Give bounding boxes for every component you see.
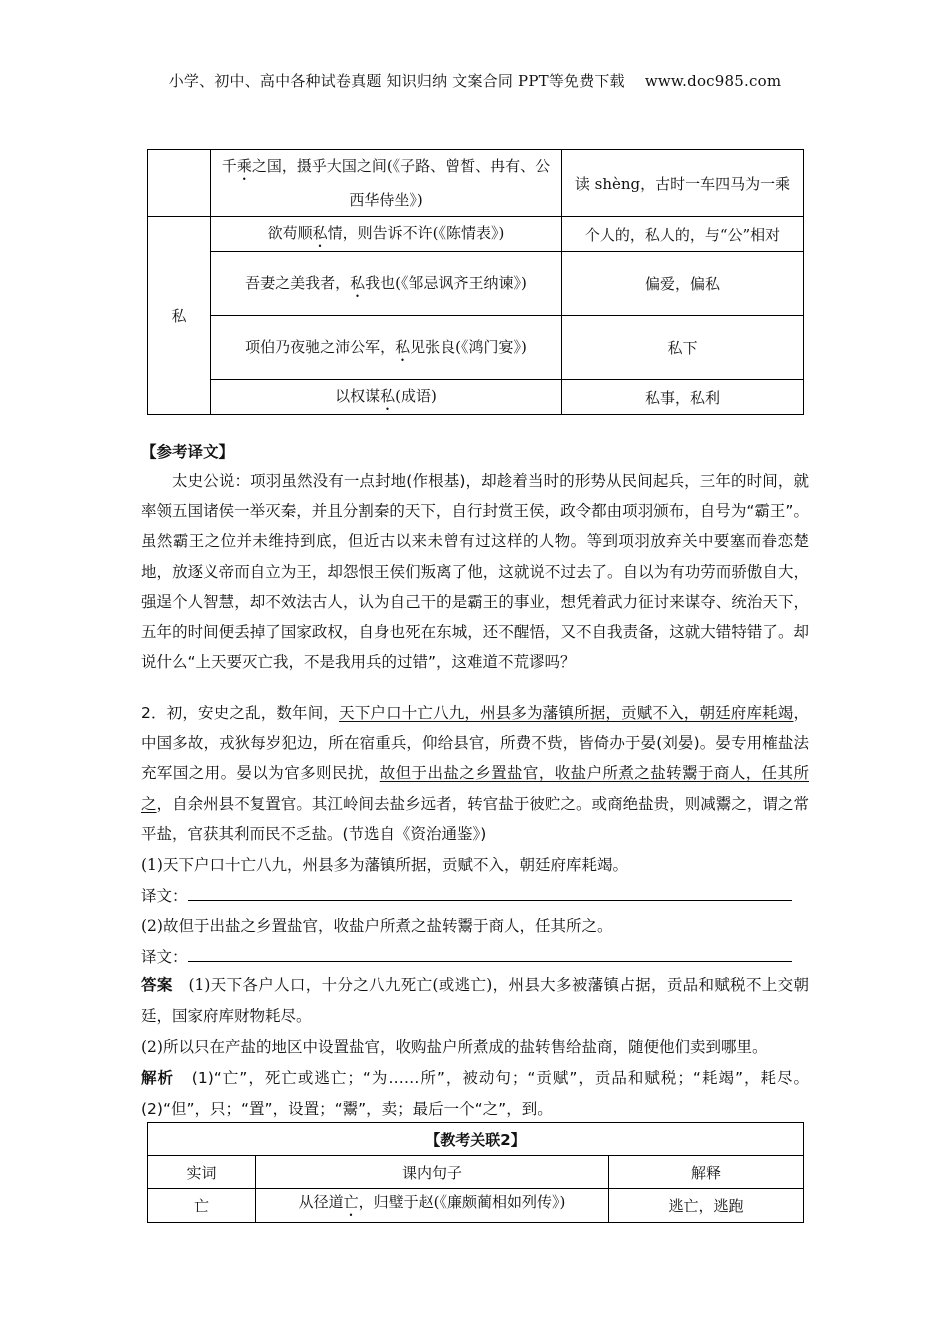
sentence-cell: 千乘之国，摄乎大国之间(《子路、曾皙、冉有、公西华侍坐》)	[211, 150, 562, 217]
passage-text: 2．初，安史之乱，数年间，天下户口十亡八九，州县多为藩镇所据，贡赋不入，朝廷府库耗竭，中国多故，戎狄每岁犯边，所在宿重兵，仰给县官，所费不赀，皆倚办于晏(刘晏)。晏专用榷盐法充军国之用。晏以为官多则民扰，故但于出盐之乡置盐官，收盐户所煮之盐转鬻于商人，任其所之，自余州县不复置官。其江岭间去盐乡远者，转官盐于彼贮之。或商绝盐贵，则减鬻之，谓之常平盐，官获其利而民不乏盐。(节选自《资治通鉴》)	[141, 704, 809, 843]
question-2: (2)故但于出盐之乡置盐官，收盐户所煮之盐转鬻于商人，任其所之。	[141, 917, 613, 935]
answer-label: 答案	[141, 976, 173, 994]
answer-line-1[interactable]: 译文：	[141, 881, 809, 912]
answer-section	[141, 970, 809, 1125]
underlined-sentence-2: 故但于出盐之乡置盐官，收盐户所煮之盐转鬻于商人，任其所之	[141, 764, 809, 813]
translation-heading: 【参考译文】	[141, 443, 235, 461]
word-meaning-table	[147, 149, 804, 415]
blank-line[interactable]	[188, 882, 792, 901]
column-header: 实词	[148, 1156, 256, 1189]
table-row	[148, 217, 804, 252]
meaning-cell: 逃亡，逃跑	[609, 1189, 804, 1223]
table-title: 【教考关联2】	[148, 1123, 804, 1156]
answer-1: 答案 (1)天下各户人口，十分之八九死亡(或逃亡)，州县大多被藩镇占据，贡品和赋税不上交朝廷，国家府库财物耗尽。	[141, 976, 809, 1025]
sentence-cell: 吾妻之美我者，私我也(《邹忌讽齐王纳谏》)	[211, 252, 562, 316]
teaching-link-table	[147, 1122, 804, 1223]
meaning-cell: 私下	[562, 316, 804, 380]
word-cell	[148, 150, 211, 217]
meaning-cell: 私事，私利	[562, 380, 804, 415]
page-header	[0, 70, 950, 91]
underlined-sentence-1: 天下户口十亡八九，州县多为藩镇所据，贡赋不入，朝廷府库耗竭	[339, 704, 794, 722]
meaning-cell: 个人的，私人的，与“公”相对	[562, 217, 804, 252]
sentence-cell: 项伯乃夜驰之沛公军，私见张良(《鸿门宴》)	[211, 316, 562, 380]
translation-paragraph: 太史公说：项羽虽然没有一点封地(作根基)，却趁着当时的形势从民间起兵，三年的时间，就率领五国诸侯一举灭秦，并且分割秦的天下，自行封赏王侯，政令都由项羽颁布，自号为“霸王”。虽然霸王之位并未维持到底，但近古以来未曾有过这样的人物。等到项羽放弃关中要塞而眷恋楚地，放逐义帝而自立为王，却怨恨王侯们叛离了他，这就说不过去了。自以为有功劳而骄傲自大，强逞个人智慧，却不效法古人，认为自己干的是霸王的事业，想凭着武力征讨来谋夺、统治天下，五年的时间便丢掉了国家政权，自身也死在东城，还不醒悟，又不自我责备，这就大错特错了。却说什么“上天要灭亡我，不是我用兵的过错”，这难道不荒谬吗？	[141, 472, 809, 672]
analysis-label: 解析	[141, 1069, 175, 1087]
table-row	[148, 380, 804, 415]
header-text: 小学、初中、高中各种试卷真题 知识归纳 文案合同 PPT等免费下载	[168, 72, 625, 90]
sentence-cell: 从径道亡，归璧于赵(《廉颇蔺相如列传》)	[256, 1189, 609, 1223]
meaning-cell: 偏爱，偏私	[562, 252, 804, 316]
table-row	[148, 316, 804, 380]
word-cell-si: 私	[148, 217, 211, 415]
table-header-row	[148, 1156, 804, 1189]
column-header: 解释	[609, 1156, 804, 1189]
translation-questions	[141, 850, 809, 972]
question-2-passage	[141, 698, 809, 849]
meaning-cell: 读 shèng，古时一车四马为一乘	[562, 150, 804, 217]
header-site: www.doc985.com	[644, 72, 782, 90]
sentence-cell: 以权谋私(成语)	[211, 380, 562, 415]
column-header: 课内句子	[256, 1156, 609, 1189]
table-row	[148, 150, 804, 217]
table-row	[148, 252, 804, 316]
table-title-row	[148, 1123, 804, 1156]
analysis: 解析 (1)“亡”，死亡或逃亡；“为……所”，被动句；“贡赋”，贡品和赋税；“耗竭”，耗尽。(2)“但”，只；“置”，设置；“鬻”，卖；最后一个“之”，到。	[141, 1069, 809, 1118]
word-cell: 亡	[148, 1189, 256, 1223]
answer-2: (2)所以只在产盐的地区中设置盐官，收购盐户所煮成的盐转售给盐商，随便他们卖到哪里。	[141, 1038, 768, 1056]
question-1: (1)天下户口十亡八九，州县多为藩镇所据，贡赋不入，朝廷府库耗竭。	[141, 856, 628, 874]
blank-line[interactable]	[188, 943, 792, 962]
translation-body	[141, 466, 809, 677]
table-row	[148, 1189, 804, 1223]
sentence-cell: 欲苟顺私情，则告诉不许(《陈情表》)	[211, 217, 562, 252]
answer-line-2[interactable]: 译文：	[141, 942, 809, 973]
